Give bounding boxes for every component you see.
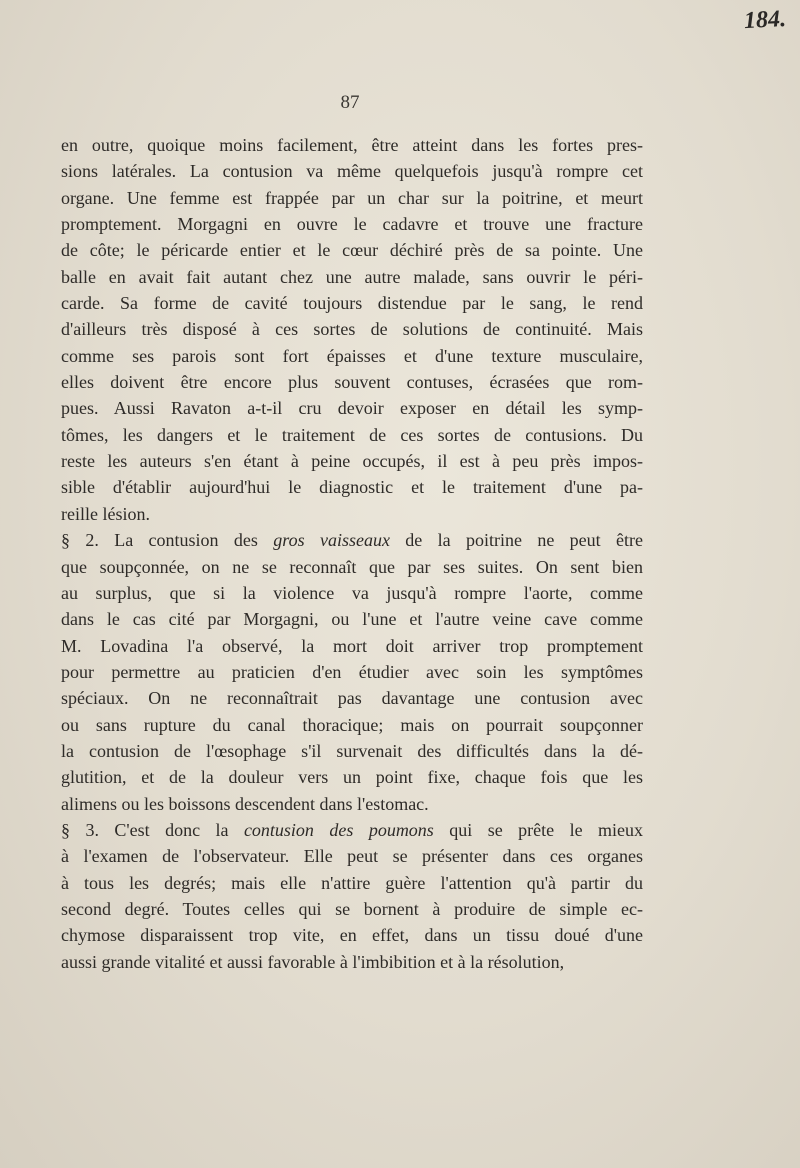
text-run: qui se prête le mieux bbox=[433, 819, 643, 840]
text-run: de la poitrine ne peut être bbox=[389, 530, 644, 551]
text-line: ou sans rupture du canal thoracique; mais on pourrait soupçonner bbox=[61, 714, 643, 735]
text-line: en outre, quoique moins facilement, être atteint dans les fortes pres- bbox=[61, 135, 643, 155]
paragraph bbox=[61, 817, 643, 975]
text-line: carde. Sa forme de cavité toujours distendue par le sang, le rend bbox=[61, 293, 643, 314]
page-number: 87 bbox=[340, 92, 360, 113]
text-run: § 3. C'est donc la bbox=[61, 819, 244, 840]
text-line: que soupçonnée, on ne se reconnaît que par ses suites. On sent bien bbox=[61, 556, 643, 577]
text-run: § 2. La contusion des bbox=[61, 530, 274, 551]
text-line: elles doivent être encore plus souvent contuses, écrasées que rom- bbox=[61, 372, 643, 393]
text-line: à l'examen de l'observateur. Elle peut se présenter dans ces organes bbox=[61, 846, 643, 867]
text-line: alimens ou les boissons descendent dans l'estomac. bbox=[61, 793, 429, 814]
text-line: reille lésion. bbox=[61, 503, 150, 524]
text-line bbox=[61, 527, 643, 553]
folio-mark: 184. bbox=[743, 5, 787, 35]
text-line: au surplus, que si la violence va jusqu'à rompre l'aorte, comme bbox=[61, 582, 643, 603]
text-line: la contusion de l'œsophage s'il survenait des difficultés dans la dé- bbox=[61, 740, 643, 761]
text-line: glutition, et de la douleur vers un point fixe, chaque fois que les bbox=[61, 767, 643, 788]
text-line bbox=[61, 817, 643, 843]
text-line: à tous les degrés; mais elle n'attire guère l'attention qu'à partir du bbox=[61, 872, 643, 893]
text-line: sible d'établir aujourd'hui le diagnostic et le traitement d'une pa- bbox=[61, 477, 643, 498]
italic-term: contusion des poumons bbox=[243, 819, 434, 840]
text-line: M. Lovadina l'a observé, la mort doit arriver trop promptement bbox=[61, 635, 643, 656]
text-line: dans le cas cité par Morgagni, ou l'une et l'autre veine cave comme bbox=[61, 609, 643, 630]
paragraph bbox=[61, 527, 643, 817]
text-line: second degré. Toutes celles qui se bornent à produire de simple ec- bbox=[61, 898, 643, 919]
text-line: reste les auteurs s'en étant à peine occupés, il est à peu près impos- bbox=[61, 451, 643, 472]
text-line: tômes, les dangers et le traitement de ces sortes de contusions. Du bbox=[61, 424, 643, 445]
body-text bbox=[61, 132, 643, 975]
text-line: organe. Une femme est frappée par un char sur la poitrine, et meurt bbox=[61, 187, 643, 208]
paragraph bbox=[61, 132, 643, 527]
text-line: comme ses parois sont fort épaisses et d'une texture musculaire, bbox=[61, 345, 643, 366]
text-line: pour permettre au praticien d'en étudier avec soin les symptômes bbox=[61, 661, 643, 682]
italic-term: gros vaisseaux bbox=[273, 530, 390, 551]
text-line: aussi grande vitalité et aussi favorable à l'imbibition et à la résolution, bbox=[61, 951, 565, 972]
text-line: d'ailleurs très disposé à ces sortes de solutions de continuité. Mais bbox=[61, 319, 643, 340]
text-line: de côte; le péricarde entier et le cœur déchiré près de sa pointe. Une bbox=[61, 240, 643, 261]
text-line: sions latérales. La contusion va même quelquefois jusqu'à rompre cet bbox=[61, 161, 643, 182]
text-line: balle en avait fait autant chez une autre malade, sans ouvrir le péri- bbox=[61, 266, 643, 287]
text-line: spéciaux. On ne reconnaîtrait pas davantage une contusion avec bbox=[61, 688, 643, 709]
text-line: chymose disparaissent trop vite, en effet, dans un tissu doué d'une bbox=[61, 925, 643, 946]
text-line: promptement. Morgagni en ouvre le cadavre et trouve une fracture bbox=[61, 214, 643, 235]
text-line: pues. Aussi Ravaton a-t-il cru devoir exposer en détail les symp- bbox=[61, 398, 643, 419]
